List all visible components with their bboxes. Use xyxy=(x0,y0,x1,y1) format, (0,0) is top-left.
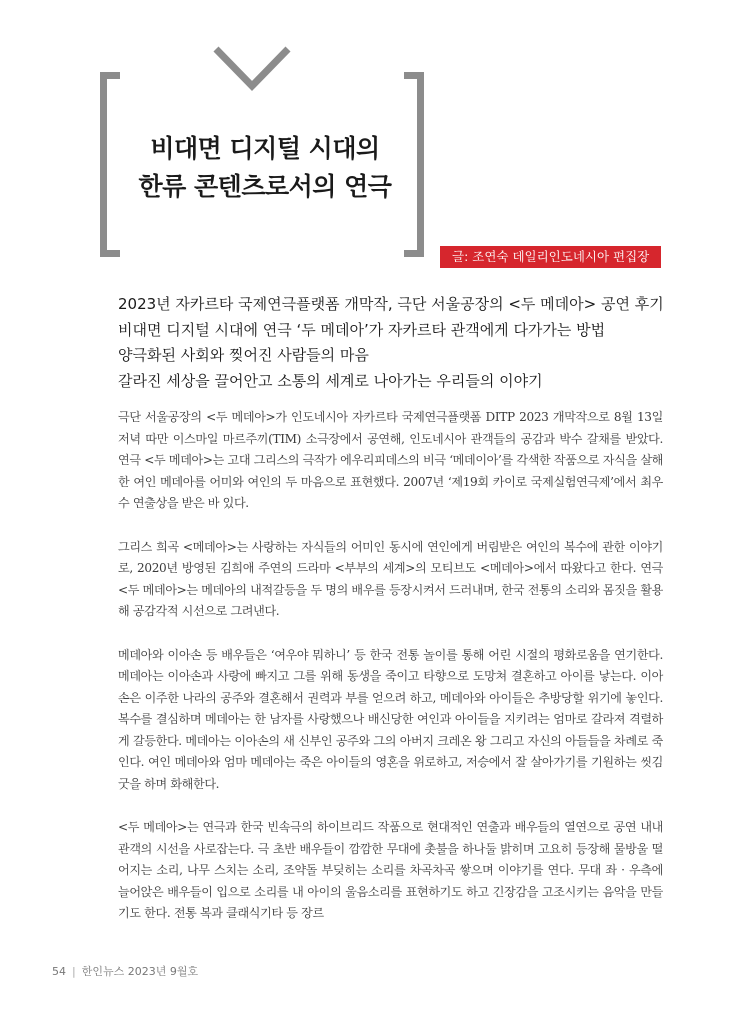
summary-line: 2023년 자카르타 국제연극플랫폼 개막작, 극단 서울공장의 <두 메데아> 공연 후기 xyxy=(118,295,664,313)
body-paragraph: 그리스 희곡 <메데아>는 사랑하는 자식들의 어미인 동시에 연인에게 버림받은 여인의 복수에 관한 이야기로, 2020년 방영된 김희애 주연의 드라마 <부부의 세계>의 모티브도 <메데아>에서 따왔다고 한다. 연극 <두 메데아>는 메데아의 내적갈등을 두 명의 배우를 등장시켜서 드러내며, 한국 전통의 소리와 몸짓을 활용해 공감각적 시선으로 그려낸다. xyxy=(118,539,663,618)
summary-line: 비대면 디지털 시대에 연극 ‘두 메데아’가 자카르타 관객에게 다가가는 방법 xyxy=(118,320,606,339)
publication-name: 한인뉴스 2023년 9월호 xyxy=(81,965,199,978)
body-paragraph: 극단 서울공장의 <두 메데아>가 인도네시아 자카르타 국제연극플랫폼 DITP 2023 개막작으로 8월 13일 저녁 따만 이스마일 마르주끼(TIM) 소극장에서 공연해, 인도네시아 관객들의 공감과 박수 갈채를 받았다. 연극 <두 메데아>는 고대 그리스의 극작가 에우리피데스의 비극 ‘메데이아’를 각색한 작품으로 자식을 살해한 여인 메데아를 어미와 여인의 두 마음으로 표현했다. 2007년 ‘제19회 카이로 국제실험연극제’에서 최우수 연출상을 받은 바 있다. xyxy=(118,410,663,510)
article-body xyxy=(118,407,663,947)
author-byline: 글: 조연숙 데일리인도네시아 편집장 xyxy=(440,246,661,268)
left-bracket xyxy=(100,72,120,257)
title-line-1: 비대면 디지털 시대의 xyxy=(150,134,380,163)
body-paragraph: 메데아와 이아손 등 배우들은 ‘여우야 뭐하니’ 등 한국 전통 놀이를 통해 어린 시절의 평화로움을 연기한다. 메데아는 이아손과 사랑에 빠지고 그를 위해 동생을 죽이고 타향으로 도망쳐 결혼하고 아이를 낳는다. 이아손은 이주한 나라의 공주와 결혼해서 권력과 부를 얻으려 하고, 메데아와 아이들은 추방당할 위기에 놓인다. 복수를 결심하며 메데아는 한 남자를 사랑했으나 배신당한 여인과 아이들을 지키려는 엄마로 갈라져 격렬하게 갈등한다. 메데아는 이아손의 새 신부인 공주와 그의 아버지 크레온 왕 그리고 자신의 아들들을 차례로 죽인다. 여인 메데아와 엄마 메데아는 죽은 아이들의 영혼을 위로하고, 저승에서 잘 살아가기를 기원하는 씻김굿을 하며 화해한다. xyxy=(118,647,663,791)
page-title xyxy=(120,130,410,206)
summary-block xyxy=(118,292,678,394)
page-number: 54 xyxy=(52,965,66,978)
summary-line: 양극화된 사회와 찢어진 사람들의 마음 xyxy=(118,346,369,364)
summary-line: 갈라진 세상을 끌어안고 소통의 세계로 나아가는 우리들의 이야기 xyxy=(118,371,543,390)
footer-divider: | xyxy=(72,965,76,978)
title-line-2: 한류 콘텐츠로서의 연극 xyxy=(138,172,392,201)
body-paragraph: <두 메데아>는 연극과 한국 빈속극의 하이브리드 작품으로 현대적인 연출과 배우들의 열연으로 공연 내내 관객의 시선을 사로잡는다. 극 초반 배우들이 깜깜한 무대에 촛불을 하나둘 밝히며 고요히 등장해 물방울 떨어지는 소리, 나무 스치는 소리, 조약돌 부딪히는 소리를 차곡차곡 쌓으며 이야기를 연다. 무대 좌 · 우측에 늘어앉은 배우들이 입으로 소리를 내 아이의 울음소리를 표현하기도 하고 긴장감을 고조시키는 음악을 만들기도 한다. 전통 복과 클래식기타 등 장르 xyxy=(118,820,663,920)
chevron-down-icon xyxy=(213,46,291,96)
page-footer xyxy=(52,963,198,979)
